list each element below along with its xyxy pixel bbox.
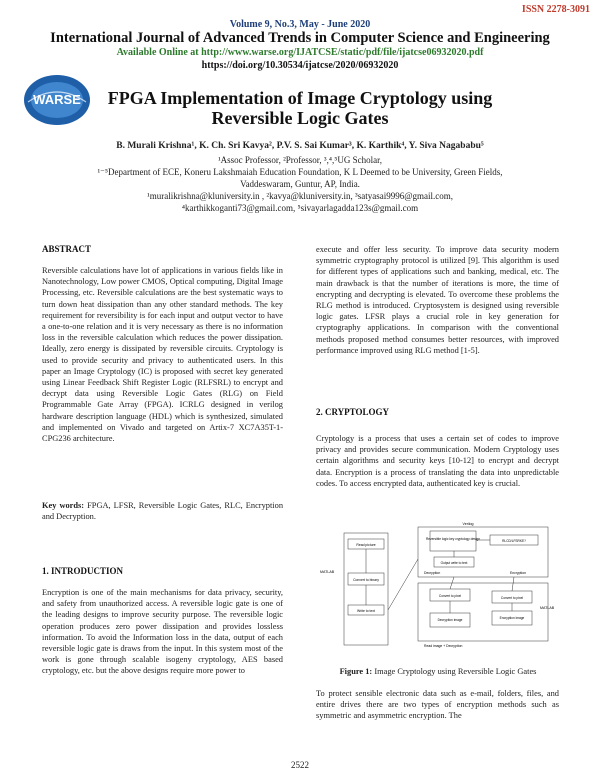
email-line-2[interactable]: ⁴karthikkoganti73@gmail.com, ⁵sivayarlagadda123s@gmail.com xyxy=(181,203,419,213)
affiliation-line-2: Vaddeswaram, Guntur, AP, India. xyxy=(240,179,360,189)
verilog-label: Verilog xyxy=(462,522,474,526)
convert-pixel-1-label: Convert to pixel xyxy=(438,594,462,598)
affiliation-line-1: ¹⁻⁵Department of ECE, Koneru Lakshmaiah Education Foundation, K L Deemed to be University, Green Fields, xyxy=(97,167,503,177)
encryption-label: Encryption xyxy=(510,571,527,575)
read-image-dec-label: Read image + Decryption xyxy=(424,644,463,648)
figure-caption-label: Figure 1: xyxy=(339,667,373,676)
author-list: B. Murali Krishna¹, K. Ch. Sri Kavya², P.V. S. Sai Kumar³, K. Karthik⁴, Y. Siva Nagababu⁵ xyxy=(116,141,484,151)
encryption-image-label: Encryption image xyxy=(499,616,525,620)
intro-heading: 1. INTRODUCTION xyxy=(42,566,124,576)
email-line-1[interactable]: ¹muralikrishna@kluniversity.in , ²kavya@kluniversity.in, ³satyasai9996@gmail.com, xyxy=(147,191,453,201)
write-text-label: Write to text xyxy=(356,609,376,613)
figure-caption-text: Image Cryptology using Reversible Logic Gates xyxy=(374,667,537,676)
logo-text: WARSE xyxy=(33,92,81,107)
cryptology-heading: 2. CRYPTOLOGY xyxy=(316,407,390,417)
figure-1-diagram xyxy=(318,519,558,653)
convert-binary-label: Convert to binary xyxy=(353,578,379,582)
matlab-left-label: MATLAB xyxy=(320,570,335,574)
convert-pixel-2-label: Convert to pixel xyxy=(500,596,524,600)
rlcd-label: RLCD/LFSRKE? xyxy=(502,539,526,543)
page-number: 2522 xyxy=(291,760,309,770)
cryptology-body: Cryptology is a process that uses a certain set of codes to improve privacy and provides secure communication. Modern Cryptology uses certain algorithms and security keys [10-12] to encrypt and decrypt data. Encryption is a process of translating the data into unpredictable codes. To access encrypted data, authenticated key is crucial. xyxy=(316,434,559,488)
keywords-label: Key words: xyxy=(42,501,85,510)
journal-title: International Journal of Advanced Trends in Computer Science and Engineering xyxy=(50,30,550,46)
decryption-image-label: Decryption image xyxy=(437,618,463,622)
author-roles: ¹Assoc Professor, ²Professor, ³,⁴,⁵UG Scholar, xyxy=(217,155,383,165)
read-picture-label: Read picture xyxy=(356,543,376,547)
keywords xyxy=(42,500,283,522)
figure-1-caption xyxy=(318,667,558,676)
title-line-1: FPGA Implementation of Image Cryptology using xyxy=(107,88,493,108)
doi-link[interactable]: https://doi.org/10.30534/ijatcse/2020/06932020 xyxy=(201,60,399,71)
right-para-1: execute and offer less security. To improve data security modern symmetric cryptography protocol is utilized [9]. This algorithm is used for different types of applications such and banking, medical, etc. The main drawback is that the number of iterations is more, the time of encrypting and decrypting is elevated. To overcome these problems the RLG method is introduced. Cryptosystem is designed using reversible logic gates. LFSR plays a crucial role in key generation for cryptography applications. In comparison with the conventional methods proposed method consumes better resources, with improved performance improved using RLG method [1-5]. xyxy=(316,245,559,355)
abstract-body: Reversible calculations have lot of applications in various fields like in Nanotechnology, Low power CMOS, Optical computing, Digital Image Processing, etc. Reversible calculations are the best systematic ways to turn down heat dissipation than any other standard methods. The key requirement for reversibility is for each input and output vector to have a one-to-one relation and it is very necessary as there is no information loss in the reversible calculation which reduces the power dissipation. Ideally, zero energy is dissipated by reversible circuits. Cryptology is used to provide security and privacy to authenticated users. In this paper an Image Cryptology (IC) is proposed with secret key generated using Linear Feedback Shift Register Logic (RLFSRL) to encrypt and decrypt data using Reversible Logic Gates (RLG) on Field Programmable Gate Array (FPGA). ICRLG designed in verilog hardware description language (HDL) which is synthesized, simulated and implemented on Vivado and targeted on Artix-7 XC7A35T-1-CPG236 architecture. xyxy=(42,266,283,444)
paper-title xyxy=(0,88,600,128)
keywords-text: FPGA, LFSR, Reversible Logic Gates, RLC, Encryption and Decryption. xyxy=(42,501,284,522)
rlg-key-label: Reversible logic key cryptology design xyxy=(425,537,481,541)
issn-label: ISSN 2278-3091 xyxy=(521,4,590,15)
abstract-heading: ABSTRACT xyxy=(42,244,92,254)
available-online-link[interactable]: Available Online at http://www.warse.org/IJATCSE/static/pdf/file/ijatcse06932020.pdf xyxy=(116,47,484,58)
intro-body: Encryption is one of the main mechanisms for data privacy, security, and safety from unauthorized access. A reversible logic gate is one of the leading designs to improve security purpose. The reversible logic operation produces zero power dissipation and provides lossless information. To avoid the Information loss in the data, output of each reversible logic gate is draws from the input. In this system most of the work is gone through scalable isogeny cryptology, AES based cryptology, etc. but the above designs require more power to xyxy=(42,588,283,676)
rlg-key-box xyxy=(430,531,476,551)
right-para-after-figure: To protect sensible electronic data such as e-mail, folders, files, and entire drives there are two types of encryption methods such as symmetric and asymmetric encryption. The xyxy=(316,689,559,721)
volume-info: Volume 9, No.3, May - June 2020 xyxy=(229,19,371,30)
output-write-label: Output write to text xyxy=(440,561,468,565)
matlab-right-label: MATLAB xyxy=(540,606,555,610)
title-line-2: Reversible Logic Gates xyxy=(211,108,389,128)
decryption-label: Decryption xyxy=(424,571,441,575)
